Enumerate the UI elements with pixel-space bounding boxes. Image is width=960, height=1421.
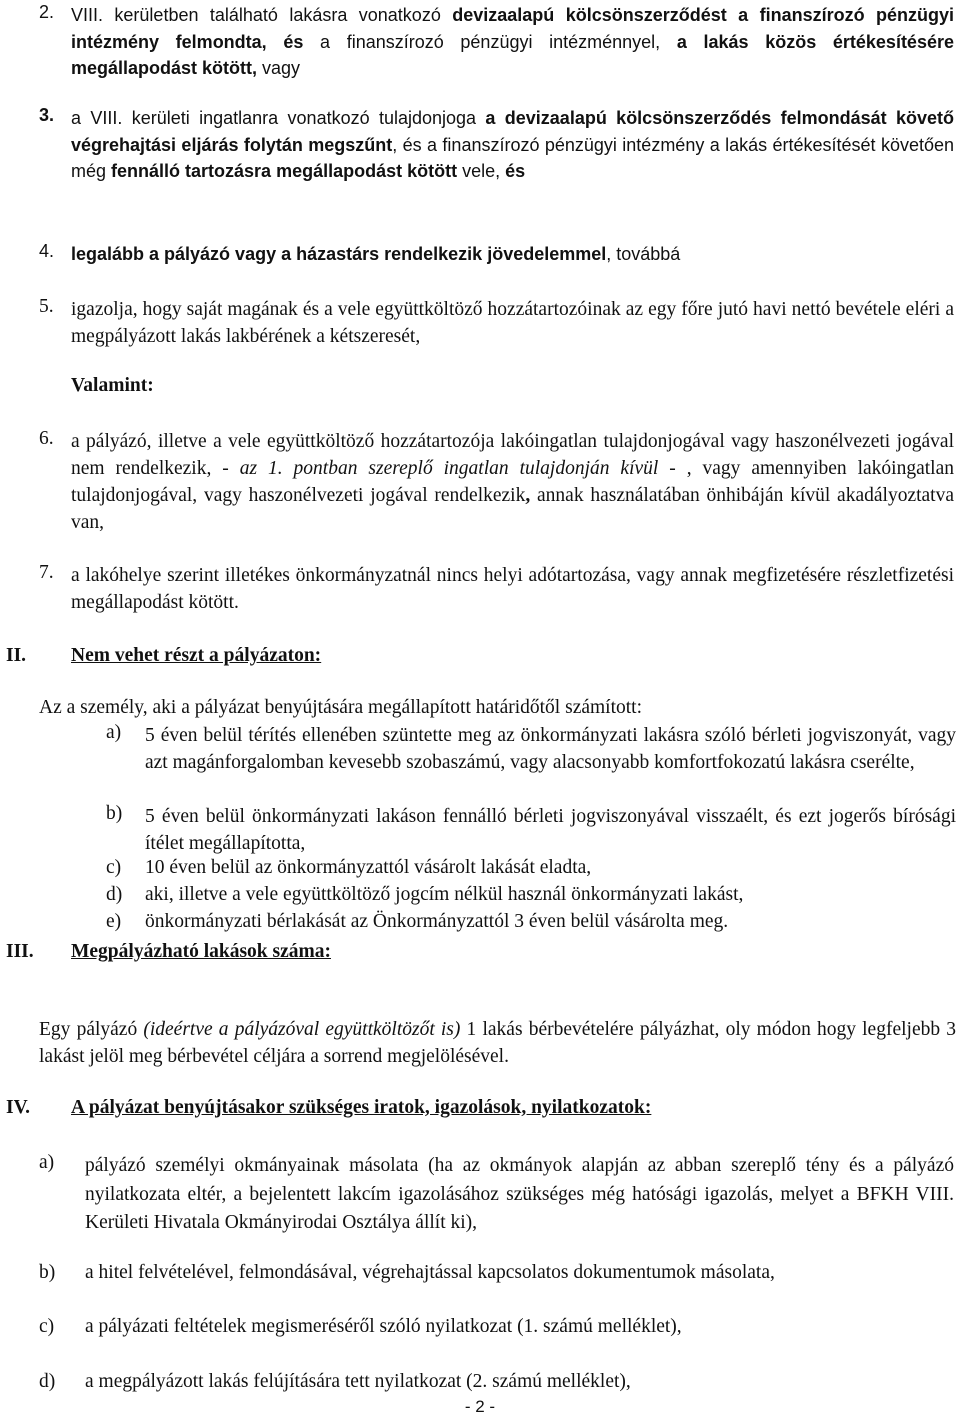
section-4-point-text: a megpályázott lakás felújítására tett nyilatkozat (2. számú melléklet), <box>85 1371 631 1392</box>
item-3-number: 3. <box>39 105 55 125</box>
item-4-number: 4. <box>39 241 55 261</box>
section-4-point-label: c) <box>39 1316 55 1337</box>
section-2-point-label: c) <box>106 857 122 878</box>
section-2-point-text: önkormányzati bérlakását az Önkormányzattól 3 éven belül vásárolta meg. <box>145 911 729 932</box>
item-2-number: 2. <box>39 2 55 22</box>
section-4-point-text: a hitel felvételével, felmondásával, végrehajtással kapcsolatos dokumentumok másolata, <box>85 1262 775 1283</box>
section-2-roman: II. <box>6 645 27 666</box>
section-4-point-label: b) <box>39 1262 56 1283</box>
page-number: - 2 - <box>464 1397 496 1416</box>
section-4-roman: IV. <box>6 1097 31 1118</box>
section-2-point-text: 10 éven belül az önkormányzattól vásárolt lakását eladta, <box>145 857 592 878</box>
section-2-point-text: 5 éven belül önkormányzati lakáson fennálló bérleti jogviszonyával visszaélt, és ezt jogerős bírósági ítélet megállapította, <box>145 806 956 854</box>
section-2-point-label: d) <box>106 884 123 905</box>
item-7-number: 7. <box>39 562 54 583</box>
section-4-point-label: a) <box>39 1152 55 1173</box>
item-2-text: VIII. kerületben található lakásra vonatkozó devizaalapú kölcsönszerződést a finanszírozó pénzügyi intézmény felmondta, és a finanszírozó pénzügyi intézménnyel, a lakás közös értékesítésére megállapodást kötött, vagy <box>71 5 954 78</box>
item-6-number: 6. <box>39 428 54 449</box>
section-3-roman: III. <box>6 941 34 962</box>
section-3-text: Egy pályázó (ideértve a pályázóval együttköltözőt is) 1 lakás bérbevételére pályázhat, oly módon hogy legfeljebb 3 lakást jelöl meg bérbevétel céljára a sorrend megjelölésével. <box>39 1019 957 1067</box>
item-7-text: a lakóhelye szerint illetékes önkormányzatnál nincs helyi adótartozása, vagy annak megfizetésére részletfizetési megállapodást kötött. <box>71 565 954 613</box>
section-4-title: A pályázat benyújtásakor szükséges iratok, igazolások, nyilatkozatok: <box>71 1097 652 1118</box>
section-2-title: Nem vehet részt a pályázaton: <box>71 645 322 666</box>
item-6-text: a pályázó, illetve a vele együttköltöző hozzátartozója lakóingatlan tulajdonjogával vagy haszonélvezeti jogával nem rendelkezik, - az 1. pontban szereplő ingatlan tulajdonján kívül - , vagy amennyiben lakóingatlan tulajdonjogával, vagy haszonélvezeti jogával rendelkezik, annak használatában önhibáján kívül akadályoztatva van, <box>71 431 954 533</box>
section-4-point-label: d) <box>39 1371 56 1392</box>
section-2-point-text: 5 éven belül térítés ellenében szüntette meg az önkormányzati lakásra szóló bérleti jogviszonyát, vagy azt magánforgalomban kevesebb szobaszámú, vagy alacsonyabb komfortfokozatú lakásra cserélte, <box>145 725 956 773</box>
section-4-point-text: a pályázati feltételek megismeréséről szóló nyilatkozat (1. számú melléklet), <box>85 1316 682 1337</box>
section-2-intro: Az a személy, aki a pályázat benyújtására megállapított határidőtől számított: <box>39 697 643 718</box>
item-5-text: igazolja, hogy saját magának és a vele együttköltöző hozzátartozóinak az egy főre jutó havi nettó bevétele eléri a megpályázott lakás lakbérének a kétszeresét, <box>71 299 954 347</box>
valamint-label: Valamint: <box>71 375 154 396</box>
section-2-point-text: aki, illetve a vele együttköltöző jogcím nélkül használ önkormányzati lakást, <box>145 884 744 905</box>
section-2-point-label: b) <box>106 803 123 824</box>
section-3-title: Megpályázható lakások száma: <box>71 941 331 962</box>
item-3-text: a VIII. kerületi ingatlanra vonatkozó tulajdonjoga a devizaalapú kölcsönszerződés felmondását követő végrehajtási eljárás folytán megszűnt, és a finanszírozó pénzügyi intézmény a lakás értékesítését követően még fennálló tartozásra megállapodást kötött vele, és <box>71 108 954 181</box>
item-4-text: legalább a pályázó vagy a házastárs rendelkezik jövedelemmel, továbbá <box>71 244 681 264</box>
section-2-point-label: e) <box>106 911 122 932</box>
section-2-point-label: a) <box>106 722 122 743</box>
item-5-number: 5. <box>39 296 54 317</box>
section-4-point-text: pályázó személyi okmányainak másolata (ha az okmányok alapján az abban szereplő tény és a pályázó nyilatkozata eltér, a bejelentett lakcím igazolásához szükséges még hatósági igazolás, melyet a BFKH VIII. Kerületi Hivatala Okmányirodai Osztálya állít ki), <box>85 1155 954 1233</box>
